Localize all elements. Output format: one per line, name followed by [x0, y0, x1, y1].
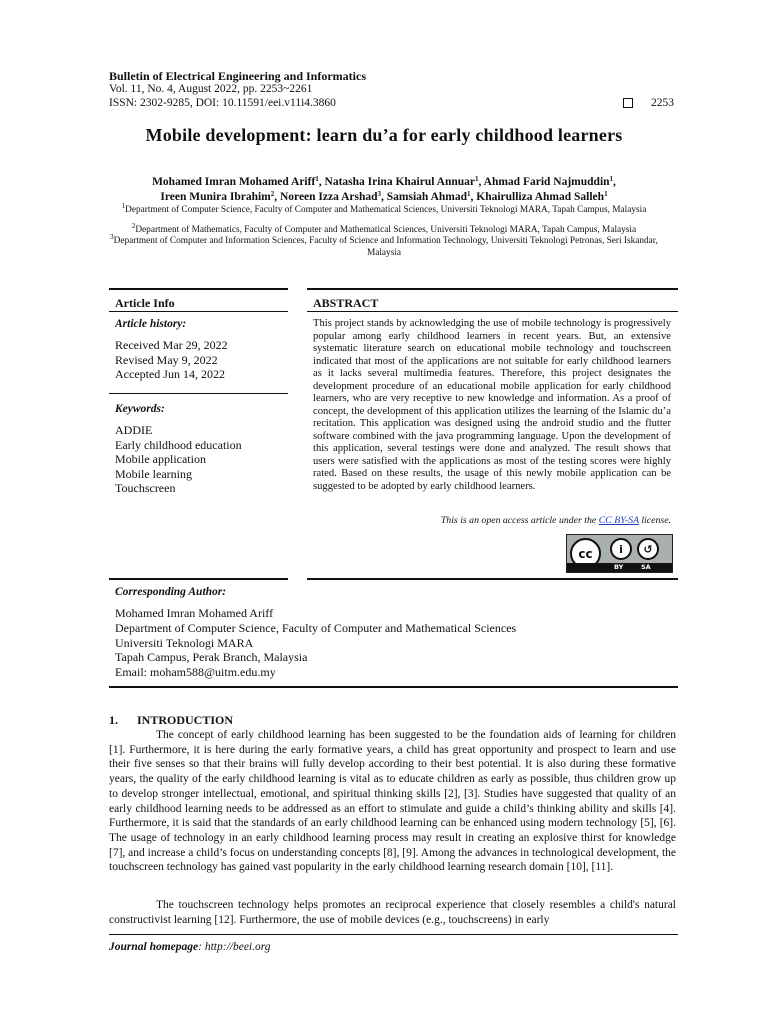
license-link[interactable]: CC BY-SA [598, 515, 639, 526]
divider [109, 686, 678, 688]
badge-by-label: BY [614, 563, 624, 571]
keyword-item: Early childhood education [115, 437, 242, 452]
homepage-url[interactable]: http://beei.org [204, 941, 271, 953]
author-affiliation-marker: 1 [475, 175, 479, 183]
author-affiliation-marker: 3 [377, 190, 382, 198]
article-history-label: Article history: [115, 318, 187, 330]
divider [109, 288, 288, 290]
affiliation-marker: 1 [121, 202, 126, 210]
author-name: Mohamed Imran Mohamed Ariff [152, 176, 316, 188]
affiliation-text: Department of Computer and Information Sciences, Faculty of Science and Information Technology, Universiti Teknologi Petronas, Seri Iskandar, Malaysia [113, 236, 658, 258]
intro-paragraph-2: The touchscreen technology helps promotes an reciprocal experience that closely resembles a child's natural constructivist learning [12]. Furthermore, the use of mobile devices (e.g., touchscreens) in early [109, 899, 676, 926]
keyword-item: Mobile application [115, 452, 206, 466]
revised-date: Revised May 9, 2022 [115, 352, 218, 367]
section-heading: INTRODUCTION [137, 713, 234, 727]
author-name: Ireen Munira Ibrahim [160, 191, 271, 203]
share-alike-icon: ↺ [637, 538, 659, 560]
cc-icon: cc [570, 538, 601, 569]
accepted-date: Accepted Jun 14, 2022 [115, 367, 225, 381]
keyword-item: Touchscreen [115, 481, 176, 495]
abstract-heading: ABSTRACT [313, 296, 379, 310]
author-list [80, 175, 688, 205]
divider [109, 311, 288, 312]
volume-info: Vol. 11, No. 4, August 2022, pp. 2253~2261 [109, 83, 313, 95]
keyword-list [115, 423, 242, 496]
cc-by-sa-badge[interactable] [566, 534, 673, 573]
divider [109, 578, 288, 580]
author-line-1: Mohamed Imran Mohamed Ariff$^1$, Natasha Irina Khairul Annuar$^1$, Ahmad Farid Najmuddin$^1$, [152, 175, 616, 188]
article-info-heading: Article Info [115, 296, 175, 310]
author-name: Natasha Irina Khairul Annuar [324, 176, 476, 188]
divider [109, 393, 288, 394]
keywords-label: Keywords: [115, 403, 165, 415]
divider [307, 578, 678, 580]
keyword-item: Mobile learning [115, 466, 192, 481]
open-access-prefix: This is an open access article under the [440, 515, 599, 526]
author-affiliation-marker: 1 [604, 190, 608, 198]
affiliation-marker: 2 [131, 222, 136, 230]
corresponding-campus: Tapah Campus, Perak Branch, Malaysia [115, 650, 308, 665]
homepage-label: Journal homepage [109, 941, 199, 953]
corresponding-author-block [115, 606, 516, 680]
author-affiliation-marker: 1 [609, 175, 614, 183]
homepage-separator: : [198, 941, 205, 953]
square-icon [623, 98, 633, 108]
intro-paragraph-1: The concept of early childhood learning has been suggested to be the foundation aids of learning for children [1]. Furthermore, it is here during the early formative years, a child has great opportunity and prospect to learn and use their five senses so that their brains will fully develop according to their best potential. It is also during these formative years, the quality of the early childhood learning is vital as to educate children as early as possible, thus children grow up to develop stronger intellectual, emotional, and spiritual thinking skills [2], [3]. Studies have suggested that quality of an early childhood learning needs to be addressed as an effort to stimulate and guide a child’s thinking ability and skills [4]. Furthermore, it is said that the standards of an early childhood learning can be enhanced using modern technology [5], [6]. The usage of technology in an early childhood learning process may result in creating an explosive thirst for knowledge [7], and increase a child’s focus on understanding concepts [8], [9]. Among the advances in technological development, the touchscreen technology has gained vast popularity in the early childhood learning research domain [10], [11]. [109, 729, 676, 874]
abstract-text: This project stands by acknowledging the use of mobile technology is progressively popular among early childhood learners in recent years. But, an extensive systematic literature search on educational mobile technology and touchscreen indicated that most of the applications are not suitable for early childhood learners as it lacks several multimedia features. Therefore, this project designates the development procedure of an educational mobile application for early childhood learners, who are very receptive to new knowledge and information. As a proof of concept, the development of this application utilizes the learning of the Islamic du’a recitation. This application was designed using the android studio and the flutter software combined with the java programming language. Upon the development of this application, several testings were done and analyzed. The result shows that users were satisfied with the applications as most of the testing scores were highly rated. Based on these results, the usage of this newly mobile application can be suggested to be adopted by early childhood learners. [313, 318, 671, 492]
author-affiliation-marker: 1 [467, 190, 471, 198]
section-number: 1. [109, 713, 118, 727]
author-name: Samsiah Ahmad [386, 191, 467, 203]
affiliation-text: Department of Mathematics, Faculty of Computer and Mathematical Sciences, Universiti Teknologi MARA, Tapah Campus, Malaysia [135, 225, 637, 235]
corresponding-name: Mohamed Imran Mohamed Ariff [115, 606, 274, 620]
author-line-2: Ireen Munira Ibrahim$^2$, Noreen Izza Arshad$^3$, Samsiah Ahmad$^1$, Khairulliza Ahmad Salleh$^1$ [160, 190, 608, 203]
badge-sa-label: SA [641, 563, 651, 571]
author-affiliation-marker: 2 [270, 190, 275, 198]
author-name: Noreen Izza Arshad [280, 191, 378, 203]
history-dates [115, 338, 228, 382]
page-number: 2253 [651, 97, 674, 109]
received-date: Received Mar 29, 2022 [115, 338, 228, 352]
author-name: Ahmad Farid Najmuddin [483, 176, 610, 188]
affiliation-text: Department of Computer Science, Faculty of Computer and Mathematical Sciences, Universiti Teknologi MARA, Tapah Campus, Malaysia [125, 205, 647, 215]
journal-name: Bulletin of Electrical Engineering and Informatics [109, 69, 366, 83]
affiliation-3 [100, 233, 668, 259]
divider [307, 311, 678, 312]
affiliation-2 [100, 222, 668, 237]
corresponding-email: Email: moham588@uitm.edu.my [115, 665, 276, 680]
corresponding-author-label: Corresponding Author: [115, 586, 227, 598]
affiliation-marker: 3 [110, 233, 114, 241]
author-name: Khairulliza Ahmad Salleh [476, 191, 605, 203]
open-access-notice [300, 515, 671, 526]
journal-homepage [109, 941, 271, 953]
issn-doi: ISSN: 2302-9285, DOI: 10.11591/eei.v11i4.3860 [109, 97, 336, 109]
keyword-item: ADDIE [115, 423, 153, 437]
author-affiliation-marker: 1 [315, 175, 319, 183]
footer-divider [109, 934, 678, 935]
open-access-suffix: license. [638, 515, 671, 526]
paper-title: Mobile development: learn du’a for early childhood learners [145, 125, 623, 145]
corresponding-university: Universiti Teknologi MARA [115, 635, 254, 650]
affiliation-1 [100, 202, 668, 217]
divider [307, 288, 678, 290]
attribution-icon: i [610, 538, 632, 560]
corresponding-department: Department of Computer Science, Faculty of Computer and Mathematical Sciences [115, 620, 517, 635]
